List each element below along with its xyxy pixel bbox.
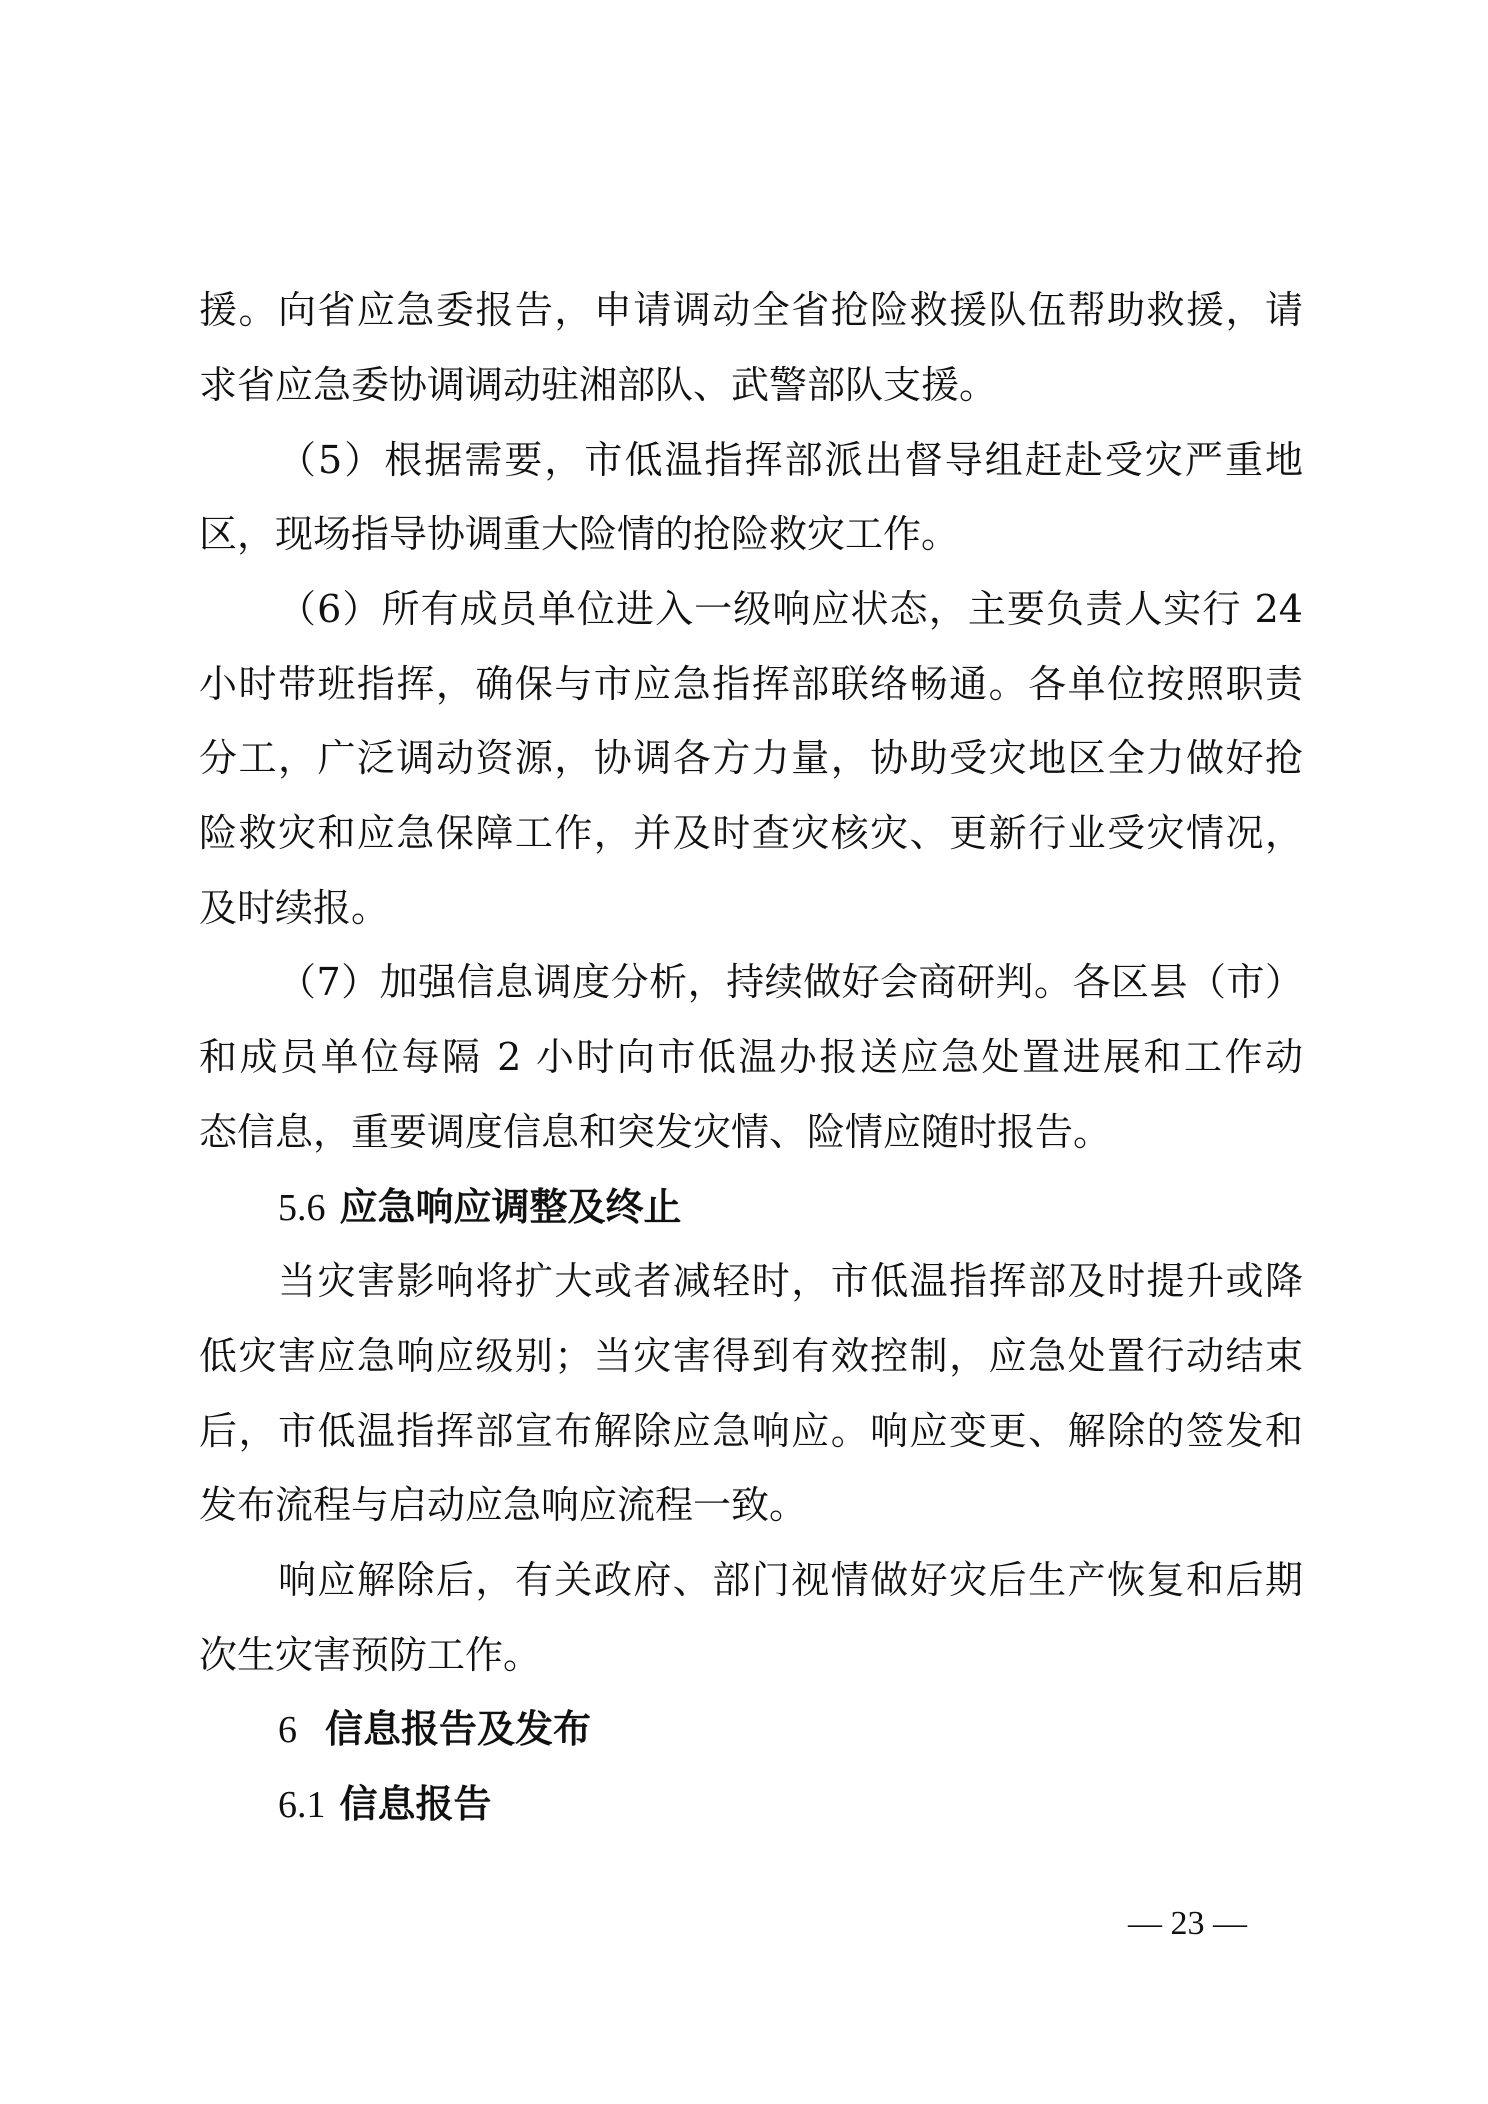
- section-title: 信息报告及发布: [325, 1707, 592, 1751]
- section-number: 5.6: [278, 1187, 326, 1229]
- section-number: 6: [278, 1709, 297, 1751]
- text-line: （6）所有成员单位进入一级响应状态，主要负责人实行 24: [278, 587, 1303, 631]
- text-line: 区，现场指导协调重大险情的抢险救灾工作。: [199, 512, 960, 556]
- text-line: 及时续报。: [199, 886, 390, 930]
- section-number: 6.1: [278, 1784, 326, 1826]
- text-line: 后，市低温指挥部宣布解除应急响应。响应变更、解除的签发和: [199, 1409, 1303, 1453]
- text-line: 发布流程与启动应急响应流程一致。: [199, 1483, 808, 1527]
- text-line: 响应解除后，有关政府、部门视情做好灾后生产恢复和后期: [278, 1558, 1303, 1602]
- text-line: 低灾害应急响应级别；当灾害得到有效控制，应急处置行动结束: [199, 1334, 1303, 1378]
- text-line: 求省应急委协调调动驻湘部队、武警部队支援。: [199, 363, 998, 407]
- text-line: 援。向省应急委报告，申请调动全省抢险救援队伍帮助救援，请: [199, 288, 1303, 332]
- section-heading-6: [278, 1705, 591, 1754]
- section-title: 应急响应调整及终止: [339, 1185, 682, 1229]
- section-heading-5-6: [278, 1183, 682, 1232]
- text-line: 态信息，重要调度信息和突发灾情、险情应随时报告。: [199, 1110, 1112, 1154]
- text-line: 分工，广泛调动资源，协调各方力量，协助受灾地区全力做好抢: [199, 736, 1303, 780]
- section-heading-6-1: [278, 1780, 492, 1829]
- page-number: — 23 —: [1128, 1905, 1247, 1942]
- text-line: 险救灾和应急保障工作，并及时查灾核灾、更新行业受灾情况，: [199, 811, 1303, 855]
- text-line: 小时带班指挥，确保与市应急指挥部联络畅通。各单位按照职责: [199, 662, 1303, 706]
- text-line: 次生灾害预防工作。: [199, 1633, 542, 1677]
- text-line: 当灾害影响将扩大或者减轻时，市低温指挥部及时提升或降: [278, 1259, 1303, 1303]
- text-line: （5）根据需要，市低温指挥部派出督导组赶赴受灾严重地: [278, 438, 1303, 482]
- text-line: （7）加强信息调度分析，持续做好会商研判。各区县（市）: [278, 960, 1303, 1004]
- section-title: 信息报告: [339, 1782, 492, 1826]
- text-line: 和成员单位每隔 2 小时向市低温办报送应急处置进展和工作动: [199, 1035, 1303, 1079]
